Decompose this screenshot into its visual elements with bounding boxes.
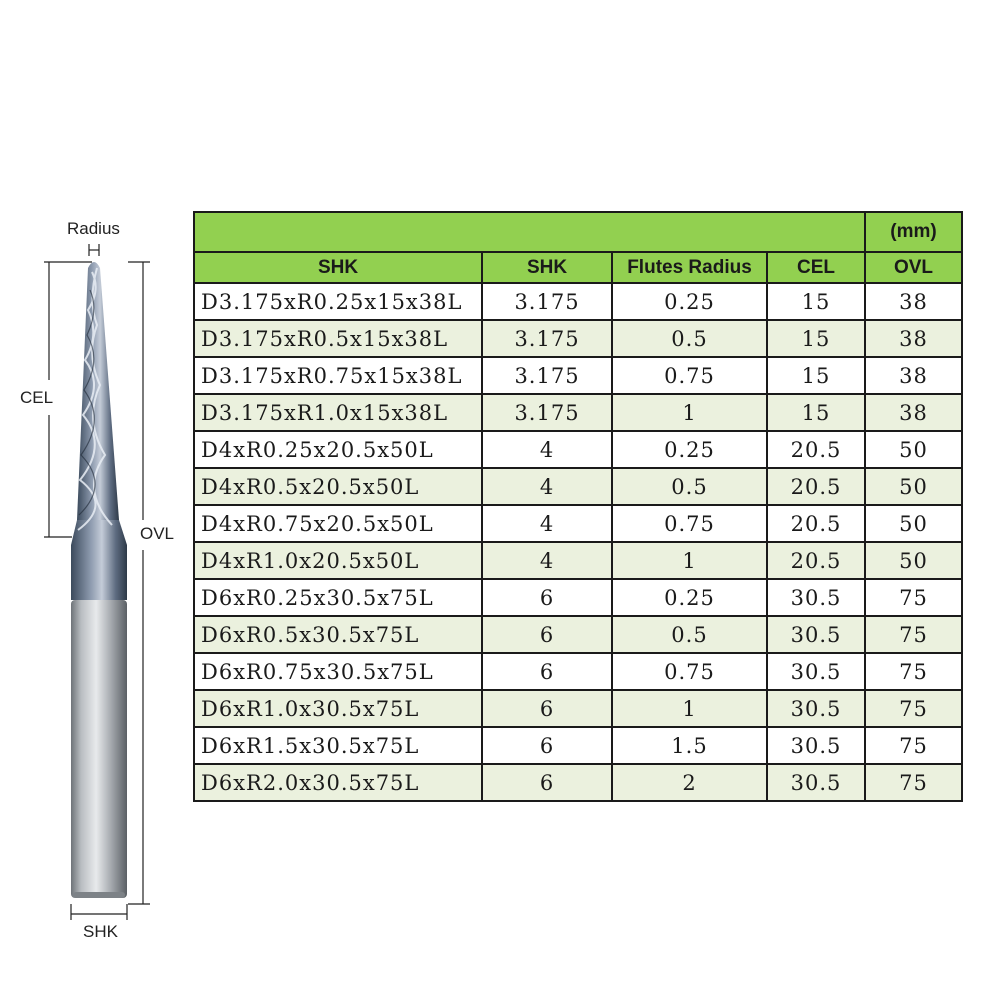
cell-flutes-radius: 2 — [612, 764, 767, 801]
cell-model: D6xR0.5x30.5x75L — [194, 616, 482, 653]
cell-shk: 6 — [482, 653, 612, 690]
cell-cel: 15 — [767, 320, 865, 357]
cell-flutes-radius: 1 — [612, 394, 767, 431]
cell-shk: 3.175 — [482, 283, 612, 320]
end-mill-diagram — [0, 0, 190, 1000]
tool-shank — [71, 600, 127, 898]
specification-table — [193, 211, 963, 802]
cell-model: D3.175xR0.5x15x38L — [194, 320, 482, 357]
cell-shk: 3.175 — [482, 320, 612, 357]
col-header-cel: CEL — [767, 252, 865, 283]
table-row — [194, 616, 962, 653]
cell-ovl: 75 — [865, 616, 962, 653]
cel-label: CEL — [20, 388, 54, 407]
header-row — [194, 252, 962, 283]
cell-ovl: 38 — [865, 320, 962, 357]
cell-ovl: 50 — [865, 542, 962, 579]
cell-shk: 4 — [482, 431, 612, 468]
cell-model: D4xR0.75x20.5x50L — [194, 505, 482, 542]
cell-model: D6xR1.0x30.5x75L — [194, 690, 482, 727]
table-row — [194, 690, 962, 727]
table-row — [194, 579, 962, 616]
cell-shk: 6 — [482, 727, 612, 764]
unit-row-blank — [194, 212, 865, 252]
cell-flutes-radius: 0.5 — [612, 616, 767, 653]
cell-flutes-radius: 0.25 — [612, 579, 767, 616]
cell-cel: 30.5 — [767, 616, 865, 653]
ovl-dimension — [128, 262, 150, 904]
ovl-label: OVL — [140, 524, 175, 543]
table-row — [194, 542, 962, 579]
cell-model: D3.175xR0.75x15x38L — [194, 357, 482, 394]
cell-ovl: 50 — [865, 468, 962, 505]
table-row — [194, 727, 962, 764]
shk-label: SHK — [83, 922, 118, 941]
cell-cel: 30.5 — [767, 579, 865, 616]
cell-shk: 6 — [482, 690, 612, 727]
radius-marker — [89, 244, 99, 256]
table-row — [194, 764, 962, 801]
cell-shk: 4 — [482, 468, 612, 505]
cell-ovl: 38 — [865, 394, 962, 431]
cell-flutes-radius: 1 — [612, 690, 767, 727]
table-row — [194, 283, 962, 320]
col-header-shk: SHK — [482, 252, 612, 283]
col-header-flutes-radius: Flutes Radius — [612, 252, 767, 283]
cell-model: D6xR1.5x30.5x75L — [194, 727, 482, 764]
cell-ovl: 75 — [865, 727, 962, 764]
cell-ovl: 75 — [865, 764, 962, 801]
cell-cel: 20.5 — [767, 468, 865, 505]
col-header-model: SHK — [194, 252, 482, 283]
cell-model: D4xR1.0x20.5x50L — [194, 542, 482, 579]
table-row — [194, 357, 962, 394]
unit-label: (mm) — [865, 212, 962, 252]
table-row — [194, 320, 962, 357]
table-row — [194, 394, 962, 431]
cell-flutes-radius: 1.5 — [612, 727, 767, 764]
cell-ovl: 75 — [865, 579, 962, 616]
cell-flutes-radius: 0.25 — [612, 431, 767, 468]
radius-label: Radius — [67, 219, 120, 238]
table-row — [194, 505, 962, 542]
cell-flutes-radius: 0.75 — [612, 653, 767, 690]
cell-shk: 6 — [482, 616, 612, 653]
cell-cel: 30.5 — [767, 690, 865, 727]
cell-shk: 4 — [482, 542, 612, 579]
cell-shk: 6 — [482, 579, 612, 616]
cell-flutes-radius: 0.75 — [612, 357, 767, 394]
cell-model: D6xR2.0x30.5x75L — [194, 764, 482, 801]
cell-ovl: 38 — [865, 283, 962, 320]
table-row — [194, 431, 962, 468]
cell-cel: 20.5 — [767, 542, 865, 579]
shk-dimension — [71, 904, 127, 920]
cell-model: D6xR0.25x30.5x75L — [194, 579, 482, 616]
cell-cel: 20.5 — [767, 505, 865, 542]
cell-model: D4xR0.5x20.5x50L — [194, 468, 482, 505]
unit-row — [194, 212, 962, 252]
cell-cel: 15 — [767, 394, 865, 431]
cell-cel: 15 — [767, 283, 865, 320]
table-body — [194, 283, 962, 801]
cell-ovl: 75 — [865, 690, 962, 727]
cell-shk: 6 — [482, 764, 612, 801]
cell-ovl: 50 — [865, 505, 962, 542]
cell-shk: 3.175 — [482, 394, 612, 431]
table-row — [194, 468, 962, 505]
tapered-ball-end-mill-illustration — [0, 0, 190, 1000]
cell-ovl: 50 — [865, 431, 962, 468]
cell-flutes-radius: 0.5 — [612, 468, 767, 505]
cell-model: D6xR0.75x30.5x75L — [194, 653, 482, 690]
tool-neck — [71, 520, 127, 600]
col-header-ovl: OVL — [865, 252, 962, 283]
cell-cel: 20.5 — [767, 431, 865, 468]
cell-flutes-radius: 0.75 — [612, 505, 767, 542]
cell-model: D3.175xR0.25x15x38L — [194, 283, 482, 320]
cell-model: D3.175xR1.0x15x38L — [194, 394, 482, 431]
cell-cel: 30.5 — [767, 727, 865, 764]
cell-shk: 4 — [482, 505, 612, 542]
cell-flutes-radius: 0.5 — [612, 320, 767, 357]
cell-cel: 30.5 — [767, 764, 865, 801]
table-row — [194, 653, 962, 690]
cell-flutes-radius: 1 — [612, 542, 767, 579]
cell-model: D4xR0.25x20.5x50L — [194, 431, 482, 468]
cell-cel: 15 — [767, 357, 865, 394]
cell-ovl: 38 — [865, 357, 962, 394]
cell-cel: 30.5 — [767, 653, 865, 690]
cell-ovl: 75 — [865, 653, 962, 690]
cell-shk: 3.175 — [482, 357, 612, 394]
cell-flutes-radius: 0.25 — [612, 283, 767, 320]
